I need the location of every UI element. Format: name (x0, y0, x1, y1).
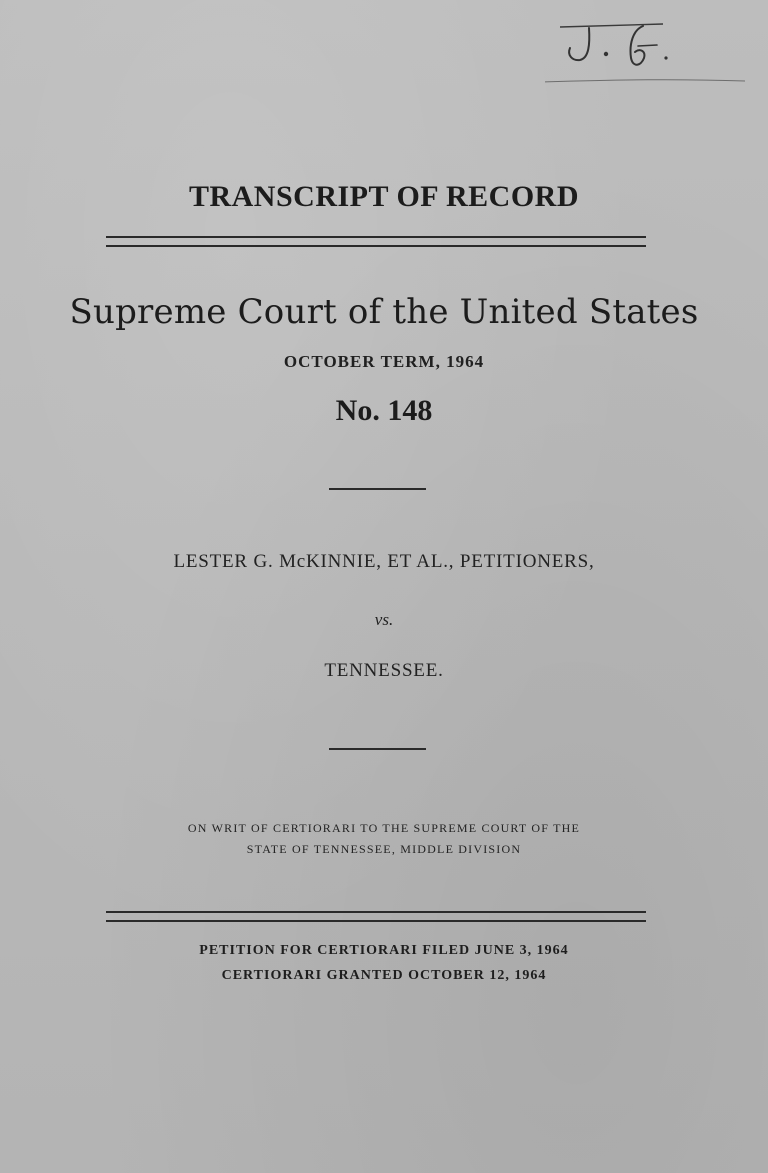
transcript-heading: TRANSCRIPT OF RECORD (188, 180, 580, 213)
handwritten-initials (545, 14, 745, 94)
versus-label: vs. (374, 610, 394, 629)
court-name: Supreme Court of the United States (69, 292, 699, 332)
short-divider-upper (329, 488, 426, 490)
short-divider-lower (329, 748, 426, 750)
writ-description (0, 818, 768, 860)
double-rule-bottom-lower (106, 920, 646, 922)
double-rule-bottom-upper (106, 911, 646, 913)
writ-line-2: STATE OF TENNESSEE, MIDDLE DIVISION (246, 842, 522, 856)
double-rule-top-lower (106, 245, 646, 247)
handwritten-initials-drawing (545, 14, 745, 94)
petitioners-line: LESTER G. McKINNIE, ET AL., PETITIONERS, (173, 551, 595, 572)
court-term: OCTOBER TERM, 1964 (283, 352, 485, 371)
respondent-line: TENNESSEE. (324, 660, 444, 681)
petition-filed-line: PETITION FOR CERTIORARI FILED JUNE 3, 1964 (199, 943, 569, 958)
procedural-dates (0, 938, 768, 988)
double-rule-top-upper (106, 236, 646, 238)
case-number: No. 148 (335, 394, 433, 427)
writ-line-1: ON WRIT OF CERTIORARI TO THE SUPREME COURT OF THE (187, 821, 581, 835)
certiorari-granted-line: CERTIORARI GRANTED OCTOBER 12, 1964 (221, 968, 547, 983)
